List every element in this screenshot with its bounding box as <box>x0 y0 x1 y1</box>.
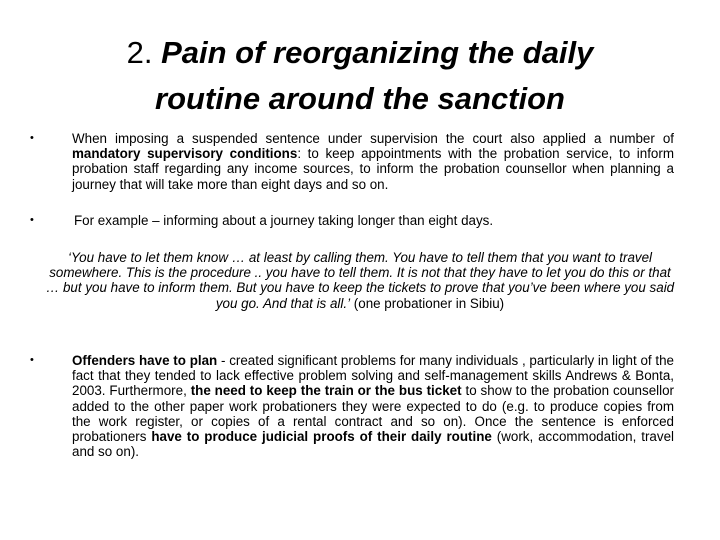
title-number: 2. <box>126 35 153 70</box>
bullet-text-bold: the need to keep the train or the bus ticket <box>190 383 462 399</box>
bullet-text-bold: mandatory supervisory conditions <box>72 146 298 162</box>
bullet-text-part: When imposing a suspended sentence under supervision the court also applied a number of <box>72 131 674 146</box>
bullet-item-offenders-plan <box>30 353 674 459</box>
bullet-text-bold: have to produce judicial proofs of their daily routine <box>151 429 492 445</box>
bullet-text <box>72 353 674 459</box>
bullet-text-bold: Offenders have to plan <box>72 353 218 368</box>
slide-title <box>60 30 660 122</box>
quote-attribution: (one probationer in Sibiu) <box>350 295 505 311</box>
bullet-text <box>72 131 674 192</box>
bullet-text-part: (work, accommodation, travel and so on). <box>72 429 674 460</box>
title-line-1: Pain of reorganizing the daily <box>161 35 594 70</box>
probationer-quote <box>44 250 676 311</box>
bullet-text: For example – informing about a journey taking longer than eight days. <box>74 213 494 228</box>
bullet-marker: • <box>30 214 34 226</box>
bullet-item-example <box>30 213 674 228</box>
bullet-marker: • <box>30 354 34 366</box>
quote-text: ‘You have to let them know … at least by calling them. You have to tell them that you want to travel somewhere. This is the procedure .. you have to tell them. It is not that they have to let you do this or that … but you have to inform them. But you have to keep the tickets to prove that you’ve been where you said you go. And that is all.’ <box>45 250 675 311</box>
bullet-text-part: : to keep appointments with the probation service, to inform probation staff regarding any income sources, to inform the probation counsellor when planning a journey that will take more than eight days and so on. <box>72 146 674 192</box>
bullet-text-part: - created significant problems for many individuals , particularly in light of the fact that they tended to lack effective problem solving and self-management skills Andrews & Bonta, 2003. Furthermore, <box>72 353 674 399</box>
bullet-marker: • <box>30 132 34 144</box>
title-line-2: routine around the sanction <box>155 81 565 116</box>
bullet-text-part: to show to the probation counsellor added to the other paper work probationers they were expected to do (e.g. to produce copies from the work register, or copies of a rental contract and so on). Once the sentence is enforced probationers <box>72 383 675 445</box>
bullet-item-conditions <box>30 131 674 192</box>
